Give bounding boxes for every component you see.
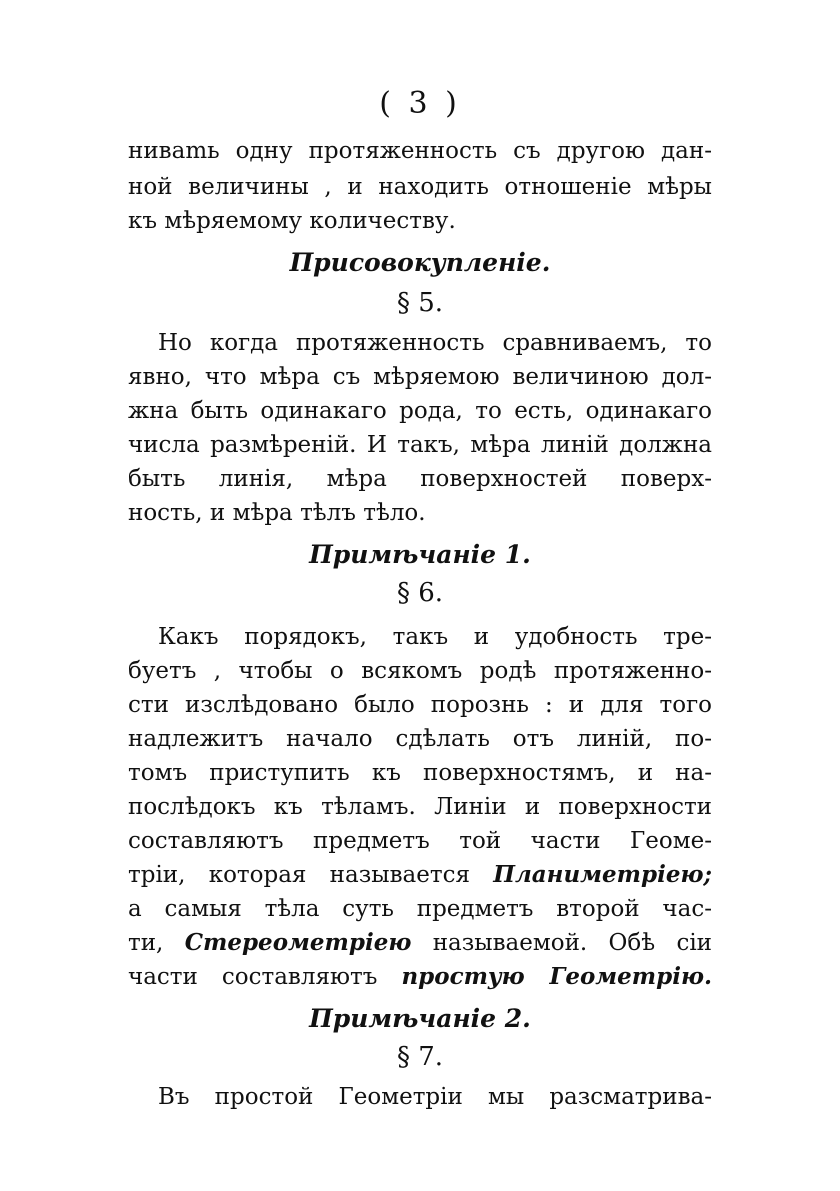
term-stereometry: Стереометріею — [184, 929, 412, 956]
text-line: числа размѣреній. И такъ, мѣра линій должна — [128, 432, 712, 458]
text-line: къ мѣряемому количеству. — [128, 208, 456, 234]
text-line: Въ простой Геометріи мы разсматрива- — [158, 1084, 712, 1110]
text-line: послѣдокъ къ тѣламъ. Линіи и поверхности — [128, 794, 712, 820]
page-number: ( 3 ) — [379, 86, 461, 121]
text-segment: ти, — [128, 930, 164, 956]
text-line: явно, что мѣра съ мѣряемою величиною дол- — [128, 364, 712, 390]
text-line: Какъ порядокъ, такъ и удобность тре- — [158, 624, 712, 650]
section-heading: Примѣчаніе 1. — [309, 540, 531, 569]
section-number: § 6. — [396, 578, 444, 608]
text-line: ность, и мѣра тѣлъ тѣло. — [128, 500, 426, 526]
term-simple-geometry: простую Геометрію. — [401, 963, 712, 990]
text-line: а самыя тѣла суть предметъ второй час- — [128, 896, 712, 922]
section-number: § 5. — [396, 288, 444, 318]
text-line — [128, 962, 712, 992]
text-line: ной величины , и находить отношеніе мѣры — [128, 174, 712, 200]
term-planimetry: Планиметріею; — [493, 861, 712, 888]
text-line — [128, 860, 712, 890]
section-heading: Примѣчаніе 2. — [309, 1004, 531, 1033]
text-line: составляютъ предметъ той части Геоме- — [128, 828, 712, 854]
section-number: § 7. — [396, 1042, 444, 1072]
text-line: быть линія, мѣра поверхностей поверх- — [128, 466, 712, 492]
text-line: буетъ , чтобы о всякомъ родѣ протяженно- — [128, 658, 712, 684]
text-line: жна быть одинакаго рода, то есть, одинакаго — [128, 398, 712, 424]
text-segment: части составляютъ — [128, 964, 378, 990]
text-segment: тріи, которая называется — [128, 862, 470, 888]
text-line: Но когда протяженность сравниваемъ, то — [158, 330, 712, 356]
text-segment: называемой. Обѣ сіи — [432, 930, 713, 956]
text-line: надлежитъ начало сдѣлать отъ линій, по- — [128, 726, 712, 752]
text-line — [128, 928, 712, 958]
text-line: сти изслѣдовано было порознь : и для того — [128, 692, 712, 718]
section-heading: Присовокупленіе. — [289, 248, 551, 277]
text-line: ниваmь одну протяженность съ другою дан- — [128, 138, 712, 164]
text-line: томъ приступить къ поверхностямъ, и на- — [128, 760, 712, 786]
